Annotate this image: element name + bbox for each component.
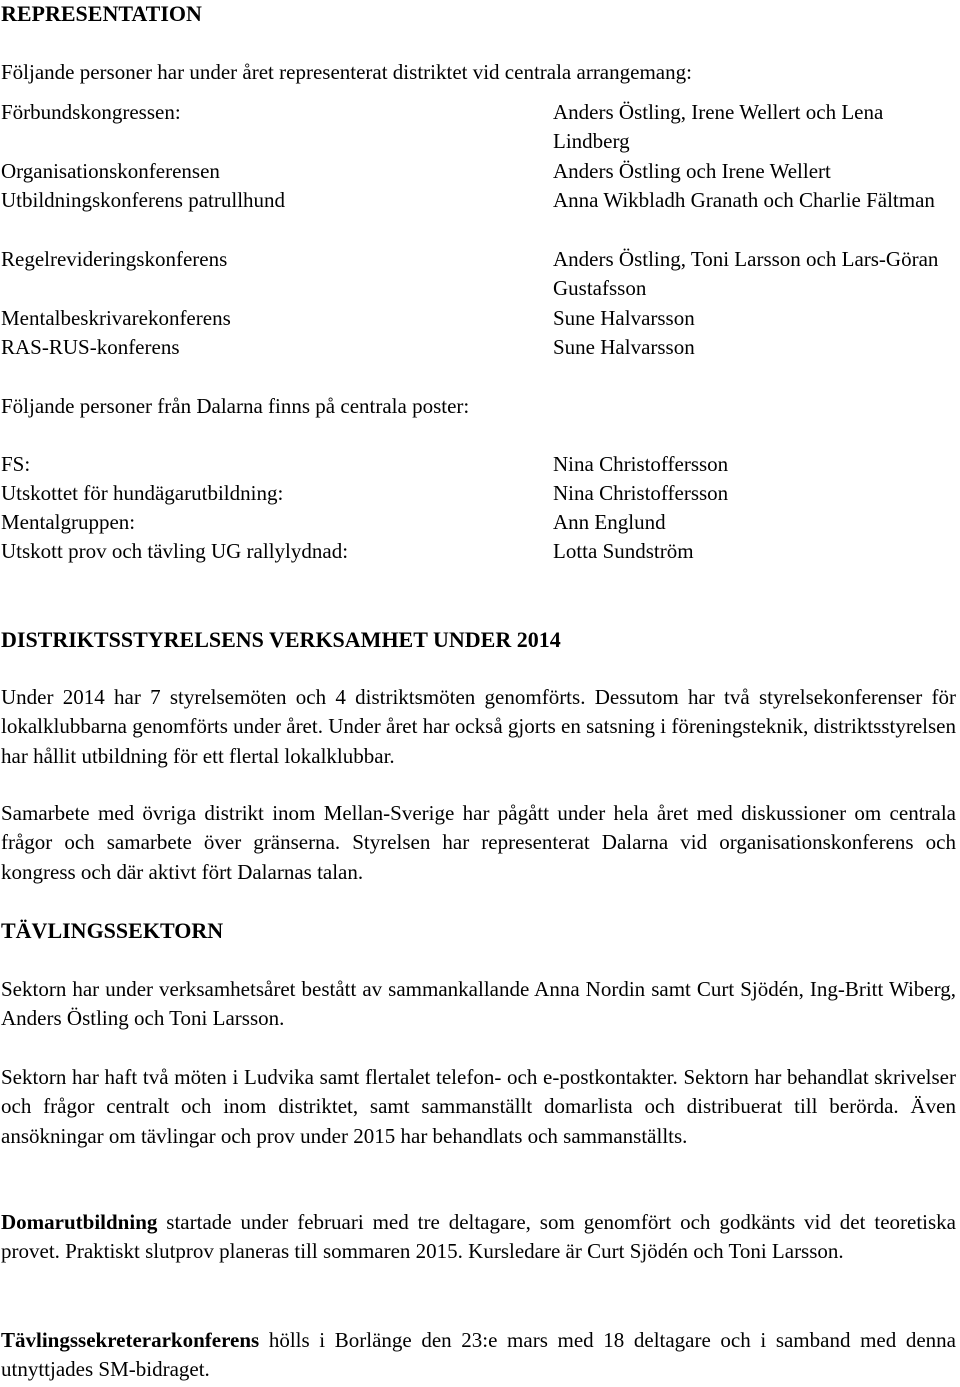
sekreterarkonferens-text: hölls i Borlänge den 23:e mars med 18 deltagare och i samband med denna utnyttjades SM-bidraget. [1,1328,956,1382]
event-people: Anna Wikbladh Granath och Charlie Fältman [553,188,935,212]
post-row [1,508,959,537]
post-name: Utskottet för hundägarutbildning: [1,481,284,505]
verksamhet-paragraph-1: Under 2014 har 7 styrelsemöten och 4 distriktsmöten genomförts. Dessutom har två styrelsekonferenser för lokalklubbarna genomförts under året. Under året har också gjorts en satsning i föreningsteknik, distriktsstyrelsen har hållit utbildning för ett flertal lokalklubbar. [1,685,956,768]
post-person: Lotta Sundström [553,539,694,563]
event-name: RAS-RUS-konferens [1,335,180,359]
event-name: Organisationskonferensen [1,159,220,183]
domarutbildning-label: Domarutbildning [1,1210,158,1234]
post-name: Mentalgruppen: [1,510,136,534]
post-name: FS: [1,452,31,476]
event-name: Regelrevideringskonferens [1,247,228,271]
post-name: Utskott prov och tävling UG rallylydnad: [1,539,349,563]
event-row [1,157,959,186]
verksamhet-heading: DISTRIKTSSTYRELSENS VERKSAMHET UNDER 2014 [1,627,561,652]
post-row [1,479,959,508]
event-people: Anders Östling och Irene Wellert [553,159,831,183]
domarutbildning-paragraph [1,1208,956,1267]
event-name: Mentalbeskrivarekonferens [1,306,231,330]
sekreterarkonferens-label: Tävlingssekreterarkonferens [1,1328,260,1352]
posts-intro: Följande personer från Dalarna finns på centrala poster: [1,394,470,418]
event-people: Sune Halvarsson [553,306,695,330]
domarutbildning-text: startade under februari med tre deltagare, som genomfört och godkänts vid det teoretiska provet. Praktiskt slutprov planeras till sommaren 2015. Kursledare är Curt Sjödén och Toni Larsson. [1,1210,956,1264]
post-person: Ann Englund [553,510,666,534]
event-row [1,333,959,362]
event-people: Anders Östling, Irene Wellert och Lena Lindberg [553,100,884,154]
tavling-heading: TÄVLINGSSEKTORN [1,918,224,943]
post-row [1,450,959,479]
representation-intro: Följande personer har under året representerat distriktet vid centrala arrangemang: [1,60,692,84]
tavling-paragraph-1: Sektorn har under verksamhetsåret bestått av sammankallande Anna Nordin samt Curt Sjödén, Ing-Britt Wiberg, Anders Östling och Toni Larsson. [1,977,956,1031]
event-row [1,186,959,215]
sekreterarkonferens-paragraph [1,1326,956,1385]
post-person: Nina Christoffersson [553,452,729,476]
event-row [1,304,959,333]
post-person: Nina Christoffersson [553,481,729,505]
verksamhet-paragraph-2: Samarbete med övriga distrikt inom Mellan-Sverige har pågått under hela året med diskussioner om centrala frågor och samarbete över gränserna. Styrelsen har representerat Dalarna vid organisationskonferens och kongress och där aktivt fört Dalarnas talan. [1,801,956,884]
event-row [1,245,959,301]
event-people: Anders Östling, Toni Larsson och Lars-Göran Gustafsson [553,247,939,301]
representation-heading: REPRESENTATION [1,1,202,26]
event-name: Förbundskongressen: [1,100,181,124]
event-name: Utbildningskonferens patrullhund [1,188,286,212]
tavling-paragraph-2: Sektorn har haft två möten i Ludvika samt flertalet telefon- och e-postkontakter. Sektorn har behandlat skrivelser och frågor centralt och inom distriktet, samt sammanställt domarlista och distribuerat till berörda. Även ansökningar om tävlingar och prov under 2015 har behandlats och sammanställts. [1,1065,956,1148]
event-people: Sune Halvarsson [553,335,695,359]
post-row [1,537,959,566]
event-row [1,98,959,154]
